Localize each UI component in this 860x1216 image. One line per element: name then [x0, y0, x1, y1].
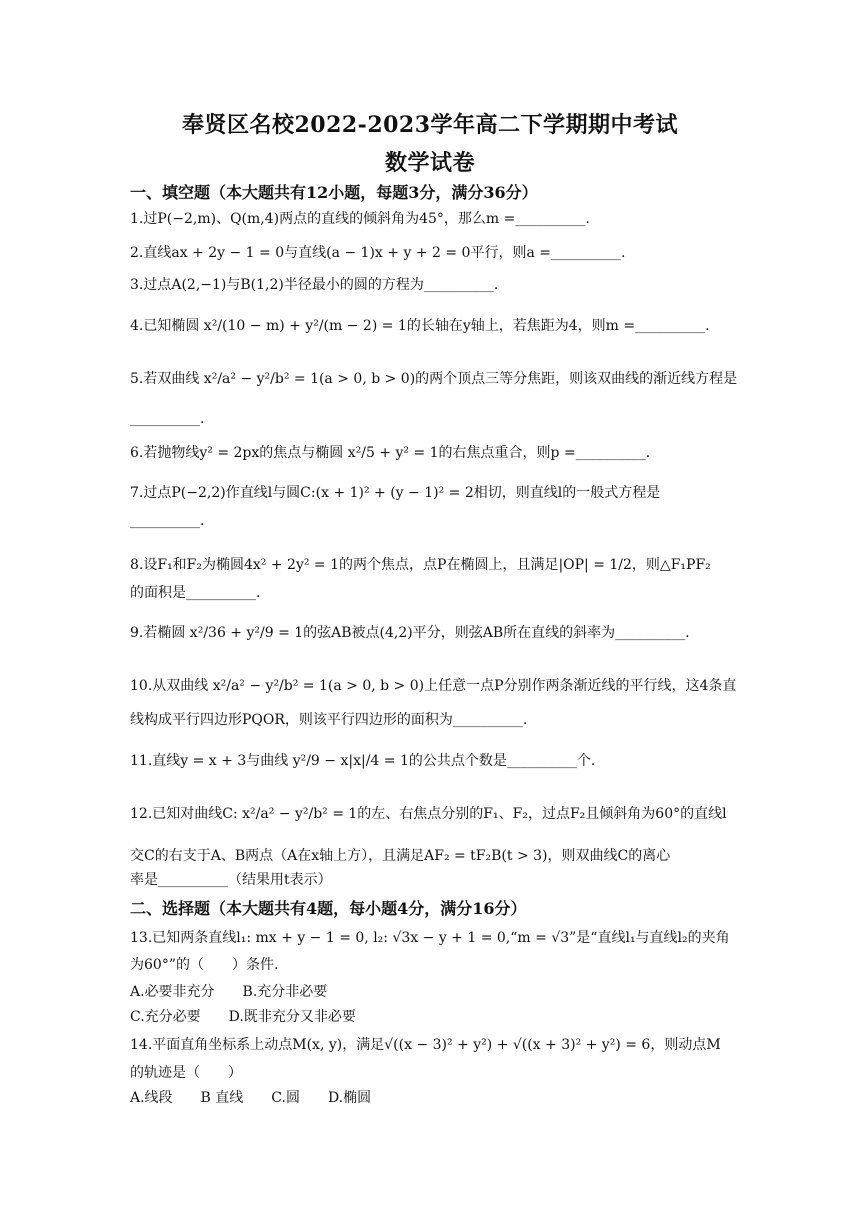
page-title: 奉贤区名校2022-2023学年高二下学期期中考试 — [181, 112, 679, 138]
option-line: A.必要非充分 B.充分非必要 — [130, 984, 328, 1000]
question-line: 6.若抛物线y² = 2px的焦点与椭圆 x²/5 + y² = 1的右焦点重合，则p =__________. — [130, 445, 651, 461]
question-line: 11.直线y = x + 3与曲线 y²/9 − x|x|/4 = 1的公共点个数是__________个. — [130, 753, 596, 769]
option-line: A.线段 B 直线 C.圆 D.椭圆 — [130, 1090, 372, 1106]
question-line: __________. — [130, 513, 205, 529]
section-heading-choice: 二、选择题（本大题共有4题，每小题4分，满分16分） — [130, 899, 527, 918]
question-line: 12.已知对曲线C: x²/a² − y²/b² = 1的左、右焦点分别的F₁、F₂，过点F₂且倾斜角为60°的直线l — [130, 806, 727, 822]
option-line: C.充分必要 D.既非充分又非必要 — [130, 1009, 356, 1025]
question-line: 5.若双曲线 x²/a² − y²/b² = 1(a > 0, b > 0)的两个顶点三等分焦距，则该双曲线的渐近线方程是 — [130, 371, 738, 387]
question-line: 3.过点A(2,−1)与B(1,2)半径最小的圆的方程为__________. — [130, 277, 499, 293]
question-line: 8.设F₁和F₂为椭圆4x² + 2y² = 1的两个焦点，点P在椭圆上，且满足|OP| = 1/2，则△F₁PF₂ — [130, 557, 711, 573]
question-line: 为60°”的（ ）条件. — [130, 957, 279, 973]
question-line: 13.已知两条直线l₁: mx + y − 1 = 0, l₂: √3x − y + 1 = 0,“m = √3”是“直线l₁与直线l₂的夹角 — [130, 930, 730, 946]
section-heading-fill: 一、填空题（本大题共有12小题，每题3分，满分36分） — [130, 183, 538, 202]
question-line: 14.平面直角坐标系上动点M(x, y)，满足√((x − 3)² + y²) + √((x + 3)² + y²) = 6，则动点M — [130, 1037, 721, 1053]
question-line: 2.直线ax + 2y − 1 = 0与直线(a − 1)x + y + 2 = 0平行，则a =__________. — [130, 245, 626, 261]
question-line: 的面积是__________. — [130, 585, 261, 601]
page-subtitle: 数学试卷 — [384, 150, 475, 176]
question-line: 4.已知椭圆 x²/(10 − m) + y²/(m − 2) = 1的长轴在y轴上，若焦距为4，则m =__________. — [130, 318, 710, 334]
question-line: 1.过P(−2,m)、Q(m,4)两点的直线的倾斜角为45°，那么m =__________. — [130, 211, 590, 227]
question-line: 9.若椭圆 x²/36 + y²/9 = 1的弦AB被点(4,2)平分，则弦AB所在直线的斜率为__________. — [130, 625, 690, 641]
question-line: 交C的右支于A、B两点（A在x轴上方），且满足AF₂ = tF₂B(t > 3)，则双曲线C的离心 — [130, 848, 671, 864]
question-line: 10.从双曲线 x²/a² − y²/b² = 1(a > 0, b > 0)上任意一点P分别作两条渐近线的平行线，这4条直 — [130, 678, 737, 694]
question-line: 7.过点P(−2,2)作直线l与圆C:(x + 1)² + (y − 1)² = 2相切，则直线l的一般式方程是 — [130, 485, 661, 501]
question-line: 的轨迹是（ ） — [130, 1065, 242, 1081]
question-line: 率是__________（结果用t表示） — [130, 872, 332, 888]
question-line: 线构成平行四边形PQOR，则该平行四边形的面积为__________. — [130, 712, 528, 728]
question-line: __________. — [130, 411, 205, 427]
